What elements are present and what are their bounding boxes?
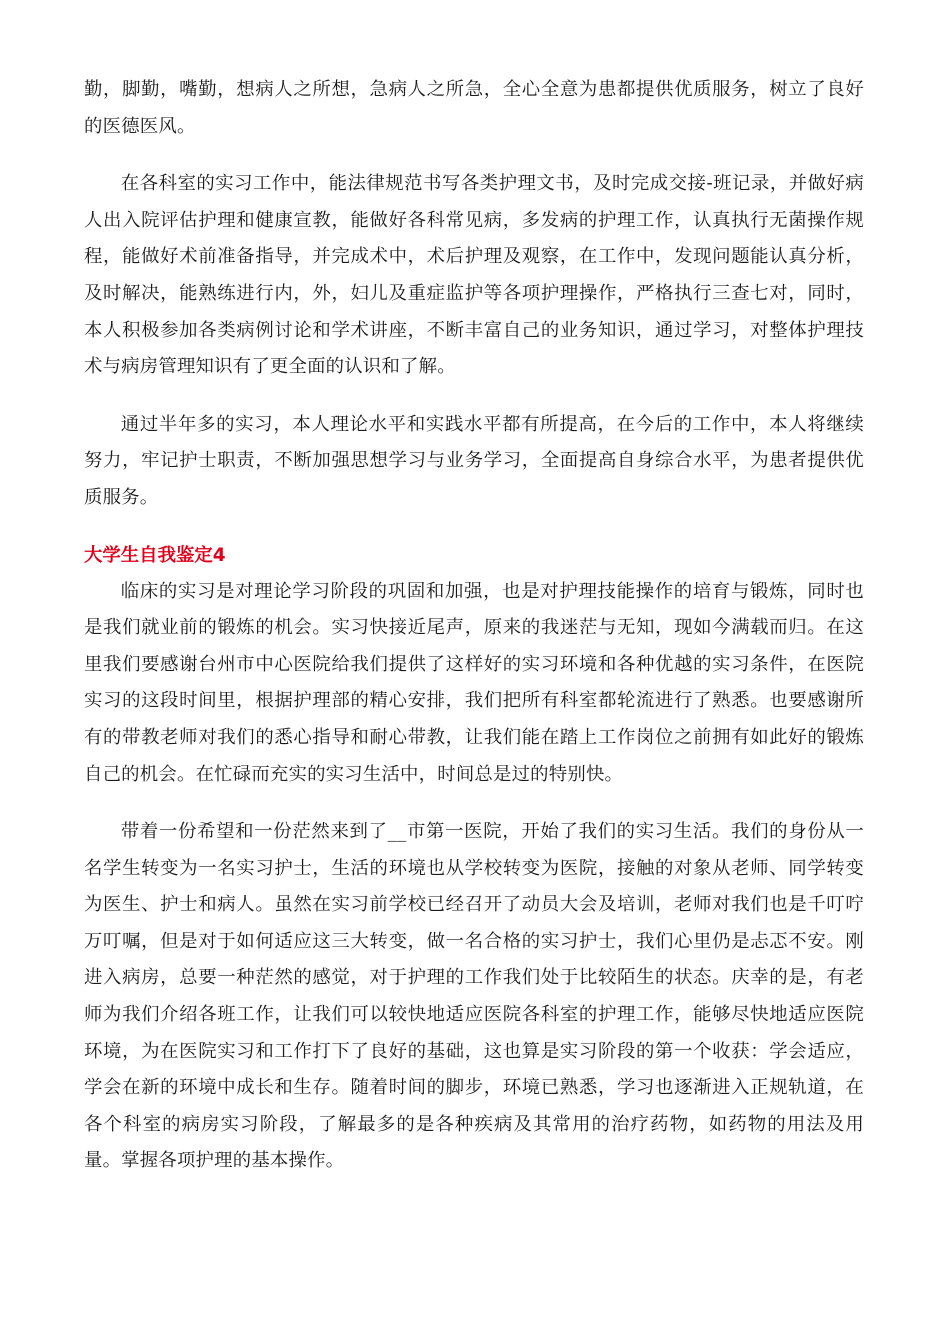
document-page bbox=[84, 72, 864, 1180]
paragraph: 临床的实习是对理论学习阶段的巩固和加强，也是对护理技能操作的培育与锻炼，同时也是我们就业前的锻炼的机会。实习快接近尾声，原来的我迷茫与无知，现如今满载而归。在这里我们要感谢台州市中心医院给我们提供了这样好的实习环境和各种优越的实习条件，在医院实习的这段时间里，根据护理部的精心安排，我们把所有科室都轮流进行了熟悉。也要感谢所有的带教老师对我们的悉心指导和耐心带教，让我们能在踏上工作岗位之前拥有如此好的锻炼自己的机会。在忙碌而充实的实习生活中，时间总是过的特别快。 bbox=[84, 580, 864, 785]
paragraph: 带着一份希望和一份茫然来到了__市第一医院，开始了我们的实习生活。我们的身份从一名学生转变为一名实习护士，生活的环境也从学校转变为医院，接触的对象从老师、同学转变为医生、护士和病人。虽然在实习前学校已经召开了动员大会及培训，老师对我们也是千叮咛万叮嘱，但是对于如何适应这三大转变，做一名合格的实习护士，我们心里仍是忐忑不安。刚进入病房，总要一种茫然的感觉，对于护理的工作我们处于比较陌生的状态。庆幸的是，有老师为我们介绍各班工作，让我们可以较快地适应医院各科室的护理工作，能够尽快地适应医院环境，为在医院实习和工作打下了良好的基础，这也算是实习阶段的第一个收获：学会适应，学会在新的环境中成长和生存。随着时间的脚步，环境已熟悉，学习也逐渐进入正规轨道，在各个科室的病房实习阶段，了解最多的是各种疾病及其常用的治疗药物，如药物的用法及用量。掌握各项护理的基本操作。 bbox=[84, 821, 864, 1172]
paragraph-continuation: 勤，脚勤，嘴勤，想病人之所想，急病人之所急，全心全意为患都提供优质服务，树立了良好的医德医风。 bbox=[84, 79, 864, 137]
paragraph: 在各科室的实习工作中，能法律规范书写各类护理文书，及时完成交接-班记录，并做好病人出入院评估护理和健康宣教，能做好各科常见病，多发病的护理工作，认真执行无菌操作规程，能做好术前准备指导，并完成术中，术后护理及观察，在工作中，发现问题能认真分析，及时解决，能熟练进行内，外，妇儿及重症监护等各项护理操作，严格执行三查七对，同时，本人积极参加各类病例讨论和学术讲座，不断丰富自己的业务知识，通过学习，对整体护理技术与病房管理知识有了更全面的认识和了解。 bbox=[84, 173, 864, 378]
section-heading: 大学生自我鉴定4 bbox=[84, 544, 226, 566]
paragraph: 通过半年多的实习，本人理论水平和实践水平都有所提高，在今后的工作中，本人将继续努力，牢记护士职责，不断加强思想学习与业务学习，全面提高自身综合水平，为患者提供优质服务。 bbox=[84, 413, 864, 508]
